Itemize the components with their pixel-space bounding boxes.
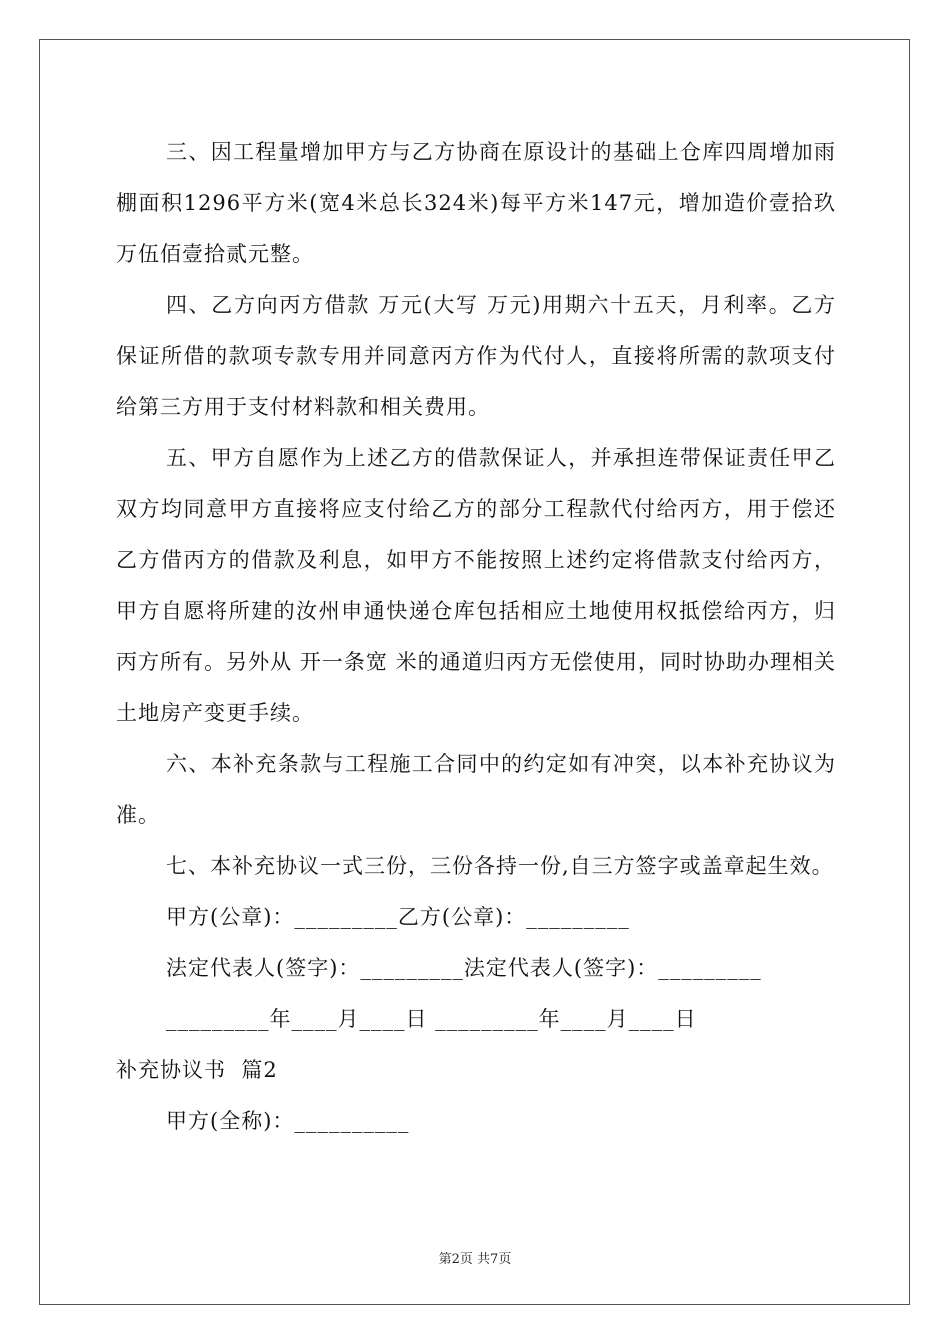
clause-6: 六、本补充条款与工程施工合同中的约定如有冲突，以本补充协议为准。 bbox=[116, 752, 836, 827]
signature-dates: _________年____月____日 _________年____月____日 bbox=[166, 1007, 697, 1031]
clause-3: 三、因工程量增加甲方与乙方协商在原设计的基础上仓库四周增加雨棚面积1296平方米(宽4米总长324米)每平方米147元，增加造价壹拾玖万伍佰壹拾贰元整。 bbox=[116, 140, 836, 266]
section-heading: 补充协议书 篇2 bbox=[116, 1058, 278, 1082]
clause-5: 五、甲方自愿作为上述乙方的借款保证人，并承担连带保证责任甲乙双方均同意甲方直接将应支付给乙方的部分工程款代付给丙方，用于偿还乙方借丙方的借款及利息，如甲方不能按照上述约定将借款支付给丙方，甲方自愿将所建的汝州申通快递仓库包括相应土地使用权抵偿给丙方，归丙方所有。另外从 开一条宽 米的通道归丙方无偿使用，同时协助办理相关土地房产变更手续。 bbox=[116, 446, 836, 725]
clause-7: 七、本补充协议一式三份，三份各持一份,自三方签字或盖章起生效。 bbox=[166, 854, 834, 878]
page-number: 第2页 共7页 bbox=[438, 1252, 512, 1267]
signature-parties: 甲方(公章)：_________乙方(公章)：_________ bbox=[166, 905, 630, 929]
document-body bbox=[116, 127, 836, 1147]
clause-4: 四、乙方向丙方借款 万元(大写 万元)用期六十五天，月利率。乙方保证所借的款项专款专用并同意丙方作为代付人，直接将所需的款项支付给第三方用于支付材料款和相关费用。 bbox=[116, 293, 836, 419]
party-a-fullname: 甲方(全称)：__________ bbox=[166, 1109, 410, 1133]
signature-representatives: 法定代表人(签字)：_________法定代表人(签字)：_________ bbox=[166, 956, 762, 980]
